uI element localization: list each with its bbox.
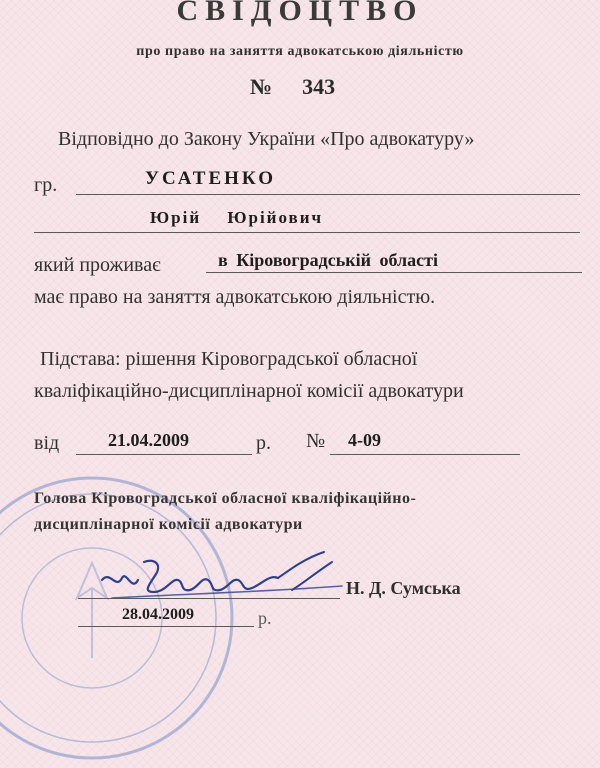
decision-date-underline (76, 454, 252, 455)
holder-given-names: Юрій Юрійович (150, 208, 324, 227)
decision-date: 21.04.2009 (108, 430, 189, 450)
decision-number: 4-09 (348, 430, 381, 450)
issue-date-underline (78, 626, 254, 627)
has-right-statement: має право на заняття адвокатською діяльністю. (34, 286, 436, 308)
citizen-label: гр. (34, 174, 58, 196)
year-suffix: р. (256, 432, 271, 454)
certificate-number-row (250, 74, 335, 100)
issue-date: 28.04.2009 (122, 606, 194, 623)
basis-line-1: Підстава: рішення Кіровоградської обласної (40, 348, 418, 370)
head-name: Н. Д. Сумська (346, 578, 461, 598)
decision-number-underline (330, 454, 520, 455)
signature (92, 540, 352, 610)
number-sign: № (250, 74, 273, 99)
certificate-number: 343 (302, 74, 336, 99)
from-label: від (34, 432, 60, 454)
surname-underline (76, 194, 580, 195)
resides-label: який проживає (34, 254, 161, 276)
basis-line-2: кваліфікаційно-дисциплінарної комісії адвокатури (34, 380, 464, 402)
document-subtitle: про право на заняття адвокатською діяльністю (136, 44, 464, 59)
residence-underline (206, 272, 582, 273)
head-title-line-1: Голова Кіровоградської обласної кваліфікаційно- (34, 490, 417, 507)
holder-surname: УСАТЕНКО (145, 168, 276, 189)
head-title-line-2: дисциплінарної комісії адвокатури (34, 516, 303, 533)
decision-number-sign: № (306, 430, 326, 452)
stamp-seal (0, 468, 242, 768)
law-reference: Відповідно до Закону України «Про адвокатуру» (58, 128, 475, 150)
issue-year-suffix: р. (258, 608, 272, 628)
given-names-underline (34, 232, 580, 233)
signature-underline (78, 598, 340, 599)
holder-residence: в Кіровоградській області (218, 250, 438, 270)
document-title: СВІДОЦТВО (176, 0, 424, 27)
